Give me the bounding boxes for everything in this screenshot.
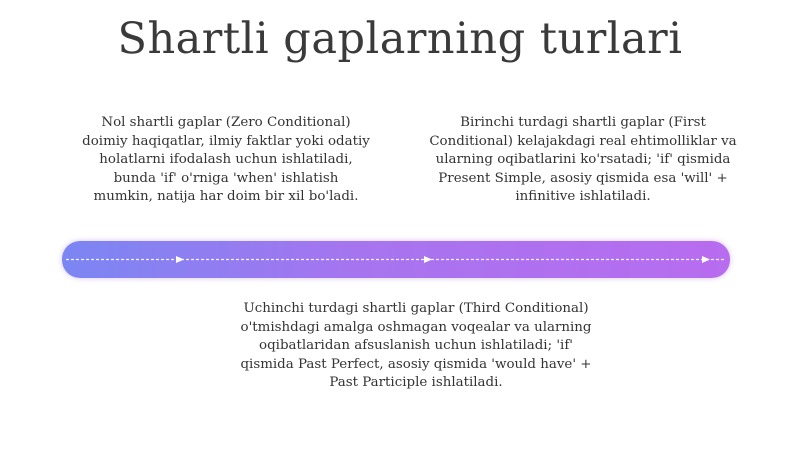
timeline-arrow-3 [702,256,710,263]
first-conditional-text: Birinchi turdagi shartli gaplar (First Conditional) kelajakdagi real ehtimolliklar va ularning oqibatlarini ko'rsatadi; 'if' qismida Present Simple, asosiy qismida esa 'will' + infinitive ishlatiladi. [429,115,737,205]
page-title: Shartli gaplarning turlari [117,14,683,64]
zero-conditional-text: Nol shartli gaplar (Zero Conditional) doimiy haqiqatlar, ilmiy faktlar yoki odatiy holatlarni ifodalash uchun ishlatiladi, bunda 'if' o'rniga 'when' ishlatish mumkin, natija har doim bir xil bo'ladi. [82,115,370,205]
timeline-bar [62,241,730,278]
third-conditional-text: Uchinchi turdagi shartli gaplar (Third Conditional) o'tmishdagi amalga oshmagan voqealar va ularning oqibatlaridan afsuslanish uchun ishlatiladi; 'if' qismida Past Perfect, asosiy qismida 'would have' + Past Participle ishlatiladi. [240,301,592,391]
timeline-line [62,241,730,278]
timeline-arrow-2 [424,256,432,263]
timeline-arrow-1 [176,256,184,263]
